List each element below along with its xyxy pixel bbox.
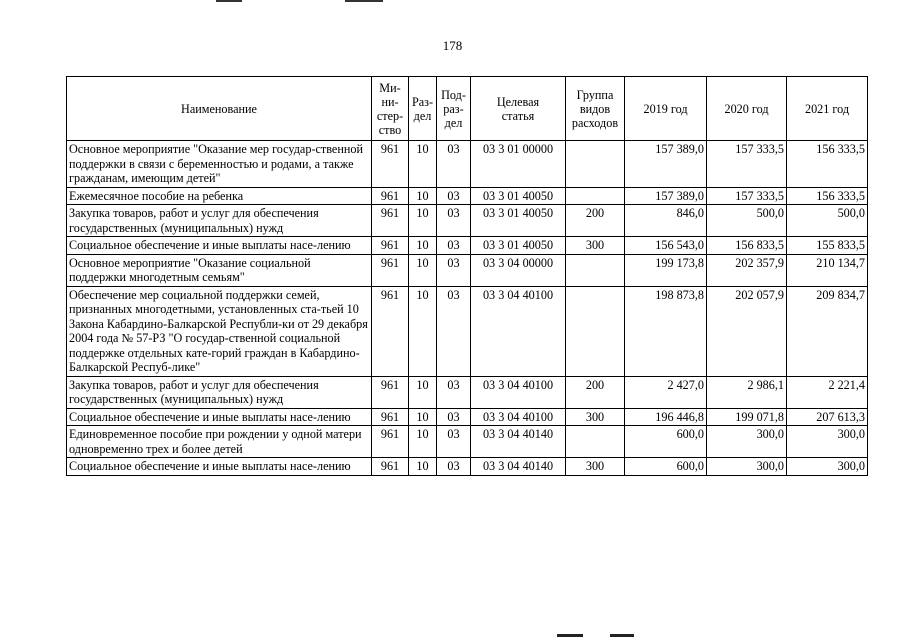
table-row (67, 408, 868, 426)
cell-subsection: 03 (437, 286, 471, 376)
cell-2019: 2 427,0 (625, 376, 707, 408)
cell-expense-group: 200 (566, 205, 625, 237)
cell-name: Социальное обеспечение и иные выплаты насе-лению (67, 237, 372, 255)
cell-subsection: 03 (437, 408, 471, 426)
cell-ministry: 961 (372, 286, 409, 376)
budget-table (66, 76, 868, 476)
cell-ministry: 961 (372, 254, 409, 286)
cell-subsection: 03 (437, 376, 471, 408)
scan-artifact-mark (216, 0, 242, 2)
cell-name: Основное мероприятие "Оказание мер государ-ственной поддержки в связи с беременностью и родами, а также гражданам, имеющим детей" (67, 141, 372, 188)
cell-2020: 2 986,1 (707, 376, 787, 408)
cell-2021: 207 613,3 (787, 408, 868, 426)
table-row (67, 376, 868, 408)
cell-section: 10 (409, 205, 437, 237)
cell-section: 10 (409, 376, 437, 408)
cell-2020: 202 357,9 (707, 254, 787, 286)
cell-subsection: 03 (437, 205, 471, 237)
cell-target-article: 03 3 04 40100 (471, 286, 566, 376)
header-section: Раз- дел (409, 77, 437, 141)
cell-2021: 300,0 (787, 426, 868, 458)
cell-name: Основное мероприятие "Оказание социальной поддержки многодетным семьям" (67, 254, 372, 286)
cell-2019: 600,0 (625, 426, 707, 458)
header-2021: 2021 год (787, 77, 868, 141)
cell-target-article: 03 3 04 40140 (471, 458, 566, 476)
cell-target-article: 03 3 01 40050 (471, 205, 566, 237)
cell-2019: 846,0 (625, 205, 707, 237)
scan-artifact-mark (345, 0, 383, 2)
cell-section: 10 (409, 408, 437, 426)
cell-ministry: 961 (372, 237, 409, 255)
header-expense-group: Группа видов расходов (566, 77, 625, 141)
cell-subsection: 03 (437, 237, 471, 255)
cell-expense-group (566, 187, 625, 205)
cell-2020: 199 071,8 (707, 408, 787, 426)
cell-name: Закупка товаров, работ и услуг для обеспечения государственных (муниципальных) нужд (67, 376, 372, 408)
table-row (67, 141, 868, 188)
table-row (67, 286, 868, 376)
cell-name: Социальное обеспечение и иные выплаты насе-лению (67, 458, 372, 476)
cell-2019: 196 446,8 (625, 408, 707, 426)
table-body (67, 141, 868, 476)
cell-2021: 2 221,4 (787, 376, 868, 408)
cell-target-article: 03 3 01 40050 (471, 187, 566, 205)
cell-name: Социальное обеспечение и иные выплаты насе-лению (67, 408, 372, 426)
cell-ministry: 961 (372, 426, 409, 458)
cell-expense-group (566, 141, 625, 188)
cell-target-article: 03 3 04 40100 (471, 408, 566, 426)
cell-section: 10 (409, 237, 437, 255)
scan-artifact-mark (610, 634, 634, 637)
cell-section: 10 (409, 254, 437, 286)
header-ministry: Ми- ни- стер- ство (372, 77, 409, 141)
cell-2020: 157 333,5 (707, 141, 787, 188)
cell-expense-group (566, 426, 625, 458)
header-2020: 2020 год (707, 77, 787, 141)
scan-artifact-mark (557, 634, 583, 637)
cell-expense-group: 300 (566, 237, 625, 255)
cell-target-article: 03 3 01 40050 (471, 237, 566, 255)
cell-target-article: 03 3 01 00000 (471, 141, 566, 188)
cell-2021: 155 833,5 (787, 237, 868, 255)
cell-ministry: 961 (372, 141, 409, 188)
cell-2019: 156 543,0 (625, 237, 707, 255)
cell-section: 10 (409, 426, 437, 458)
cell-2021: 500,0 (787, 205, 868, 237)
cell-target-article: 03 3 04 40100 (471, 376, 566, 408)
cell-2019: 198 873,8 (625, 286, 707, 376)
header-name: Наименование (67, 77, 372, 141)
cell-subsection: 03 (437, 254, 471, 286)
cell-expense-group (566, 254, 625, 286)
cell-2019: 157 389,0 (625, 187, 707, 205)
header-2019: 2019 год (625, 77, 707, 141)
cell-name: Единовременное пособие при рождении у одной матери одновременно трех и более детей (67, 426, 372, 458)
cell-subsection: 03 (437, 426, 471, 458)
cell-expense-group: 300 (566, 458, 625, 476)
table-row (67, 237, 868, 255)
cell-2020: 157 333,5 (707, 187, 787, 205)
page-number: 178 (442, 38, 463, 53)
cell-subsection: 03 (437, 187, 471, 205)
table-row (67, 187, 868, 205)
header-subsection: Под- раз- дел (437, 77, 471, 141)
cell-2021: 156 333,5 (787, 187, 868, 205)
cell-ministry: 961 (372, 205, 409, 237)
cell-expense-group (566, 286, 625, 376)
cell-section: 10 (409, 458, 437, 476)
cell-subsection: 03 (437, 458, 471, 476)
cell-target-article: 03 3 04 00000 (471, 254, 566, 286)
cell-name: Обеспечение мер социальной поддержки семей, признанных многодетными, установленных ста-тьей 10 Закона Кабардино-Балкарской Республи-ки от 29 декабря 2004 года № 57-РЗ "О государ-ственной социальной поддержке отдельных кате-горий граждан в Кабардино-Балкарской Респуб-лике" (67, 286, 372, 376)
cell-2019: 157 389,0 (625, 141, 707, 188)
cell-2020: 300,0 (707, 426, 787, 458)
cell-section: 10 (409, 141, 437, 188)
cell-2019: 199 173,8 (625, 254, 707, 286)
table-row (67, 205, 868, 237)
cell-ministry: 961 (372, 187, 409, 205)
cell-2021: 300,0 (787, 458, 868, 476)
table-row (67, 254, 868, 286)
cell-ministry: 961 (372, 408, 409, 426)
cell-section: 10 (409, 286, 437, 376)
cell-ministry: 961 (372, 458, 409, 476)
cell-2021: 209 834,7 (787, 286, 868, 376)
cell-expense-group: 200 (566, 376, 625, 408)
header-target-article: Целевая статья (471, 77, 566, 141)
cell-name: Закупка товаров, работ и услуг для обеспечения государственных (муниципальных) нужд (67, 205, 372, 237)
table-row (67, 426, 868, 458)
cell-2020: 202 057,9 (707, 286, 787, 376)
cell-2021: 156 333,5 (787, 141, 868, 188)
cell-2020: 500,0 (707, 205, 787, 237)
cell-2020: 300,0 (707, 458, 787, 476)
cell-2021: 210 134,7 (787, 254, 868, 286)
cell-ministry: 961 (372, 376, 409, 408)
table-header (67, 77, 868, 141)
cell-target-article: 03 3 04 40140 (471, 426, 566, 458)
cell-section: 10 (409, 187, 437, 205)
table-row (67, 458, 868, 476)
cell-2020: 156 833,5 (707, 237, 787, 255)
cell-2019: 600,0 (625, 458, 707, 476)
cell-name: Ежемесячное пособие на ребенка (67, 187, 372, 205)
cell-subsection: 03 (437, 141, 471, 188)
cell-expense-group: 300 (566, 408, 625, 426)
